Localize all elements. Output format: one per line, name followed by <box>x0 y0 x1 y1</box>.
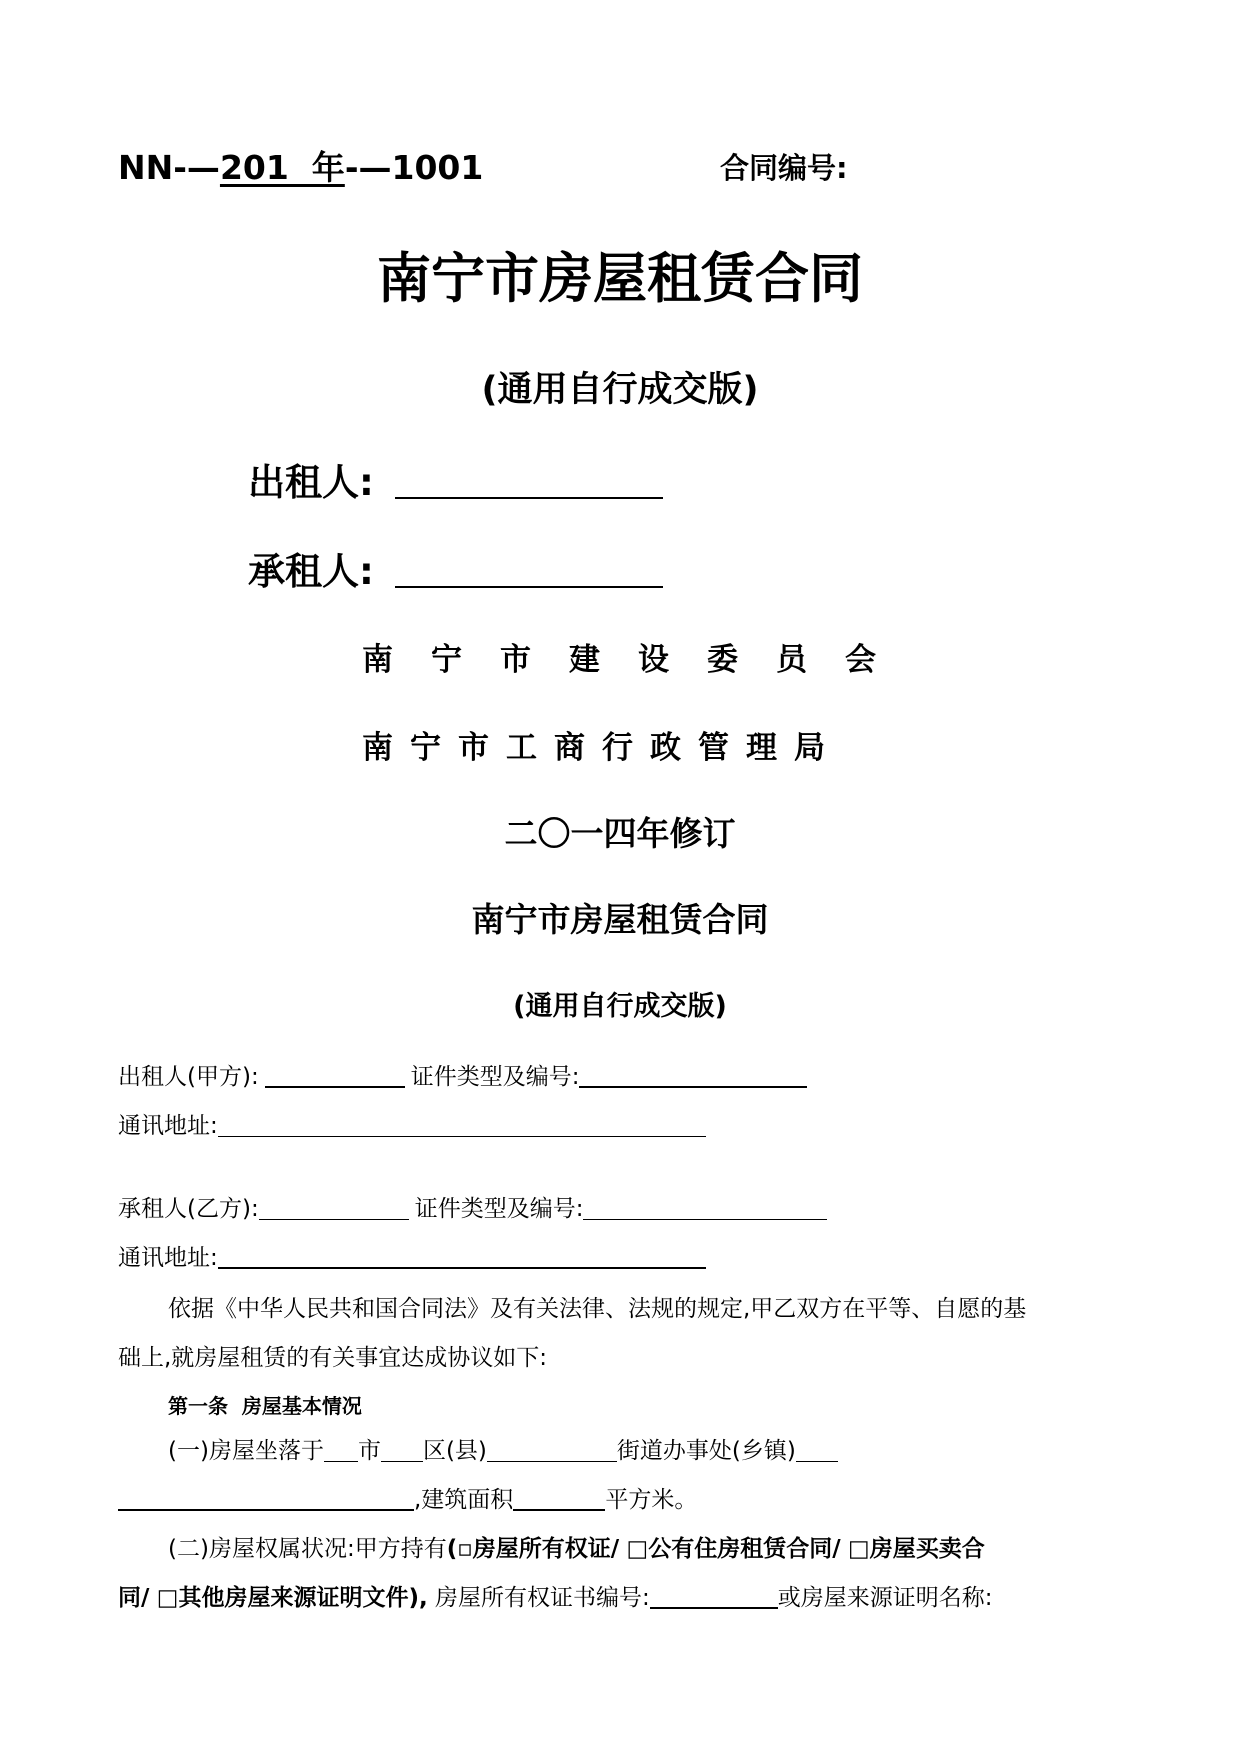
code-year: 201 年 <box>219 148 345 187</box>
cover-lessee-label: 承租人: <box>248 550 374 593</box>
party-b-id-label: 证件类型及编号: <box>414 1196 584 1222</box>
party-a-label: 出租人(甲方): <box>118 1064 259 1090</box>
issuer-industry-commerce-bureau: 南宁市工商行政管理局 <box>362 730 842 766</box>
item-1-row <box>168 1432 838 1465</box>
code-suffix: -—1001 <box>344 148 484 187</box>
item-1-district-blank[interactable] <box>381 1438 423 1462</box>
item-1-street-blank-2[interactable] <box>796 1438 838 1462</box>
item-1-area-label: ,建筑面积 <box>414 1487 514 1513</box>
party-b-label: 承租人(乙方): <box>118 1196 259 1222</box>
item-1-city-blank[interactable] <box>324 1438 358 1462</box>
party-b-address-row <box>118 1239 706 1272</box>
item-2-cert-label: 房屋所有权证书编号: <box>435 1585 650 1611</box>
cover-lessor-label: 出租人: <box>248 461 374 504</box>
party-a-id-blank[interactable] <box>579 1063 807 1088</box>
party-b-id-blank[interactable] <box>583 1196 827 1220</box>
item-1-area-unit: 平方米。 <box>605 1487 698 1513</box>
item-1-street-blank[interactable] <box>487 1438 617 1462</box>
item-1-row-2 <box>118 1481 697 1514</box>
item-1-city-label: 市 <box>357 1438 381 1464</box>
item-2-option-public-housing-lease: □公有住房租赁合同/ <box>626 1536 841 1562</box>
article-1-title: 第一条 房屋基本情况 <box>168 1394 362 1418</box>
item-2-row <box>168 1530 985 1563</box>
party-b-row <box>118 1190 827 1223</box>
cover-revision: 二〇一四年修订 <box>504 814 736 853</box>
item-2-option-sale-contract: □房屋买卖合 <box>847 1536 985 1562</box>
intro-line-1: 依据《中华人民共和国合同法》及有关法律、法规的规定,甲乙双方在平等、自愿的基 <box>168 1296 1027 1322</box>
item-1-street-label: 街道办事处(乡镇) <box>616 1438 796 1464</box>
intro-line-2: 础上,就房屋租赁的有关事宜达成协议如下: <box>118 1345 548 1371</box>
party-b-address-blank[interactable] <box>218 1244 706 1269</box>
item-2-row-2 <box>118 1579 993 1612</box>
contract-number-label: 合同编号: <box>720 151 848 185</box>
cover-lessee-blank[interactable] <box>395 549 663 588</box>
body-subtitle: (通用自行成交版) <box>513 991 727 1022</box>
item-2-source-label: 或房屋来源证明名称: <box>777 1585 993 1611</box>
item-2-prefix: (二)房屋权属状况:甲方持有 <box>168 1536 447 1562</box>
cover-lessee <box>248 541 663 595</box>
item-2-cert-blank[interactable] <box>650 1584 778 1609</box>
party-a-address-blank[interactable] <box>218 1113 706 1137</box>
party-b-name-blank[interactable] <box>259 1196 409 1220</box>
code-prefix: NN-— <box>118 148 220 187</box>
item-1-prefix: (一)房屋坐落于 <box>168 1438 324 1464</box>
party-a-address-label: 通讯地址: <box>118 1113 218 1139</box>
item-2-option-ownership-cert: (▫房屋所有权证/ <box>446 1536 620 1562</box>
cover-title: 南宁市房屋租赁合同 <box>377 247 863 310</box>
item-1-address-blank[interactable] <box>118 1486 414 1511</box>
party-a-address-row <box>118 1107 706 1140</box>
cover-lessor-blank[interactable] <box>395 460 663 499</box>
item-2-option-other-proof: □其他房屋来源证明文件), <box>156 1585 428 1611</box>
issuer-construction-committee: 南宁市建设委员会 <box>362 642 914 678</box>
cover-lessor <box>248 452 663 506</box>
item-1-district-label: 区(县) <box>422 1438 487 1464</box>
party-a-row <box>118 1058 807 1091</box>
item-2-option-sale-contract-cont: 同/ <box>118 1585 150 1611</box>
party-a-name-blank[interactable] <box>265 1063 405 1088</box>
item-1-area-blank[interactable] <box>513 1486 605 1511</box>
party-b-address-label: 通讯地址: <box>118 1245 218 1271</box>
contract-code <box>118 142 483 189</box>
body-title: 南宁市房屋租赁合同 <box>471 900 769 939</box>
cover-subtitle: (通用自行成交版) <box>481 370 759 410</box>
party-a-id-label: 证件类型及编号: <box>410 1064 580 1090</box>
